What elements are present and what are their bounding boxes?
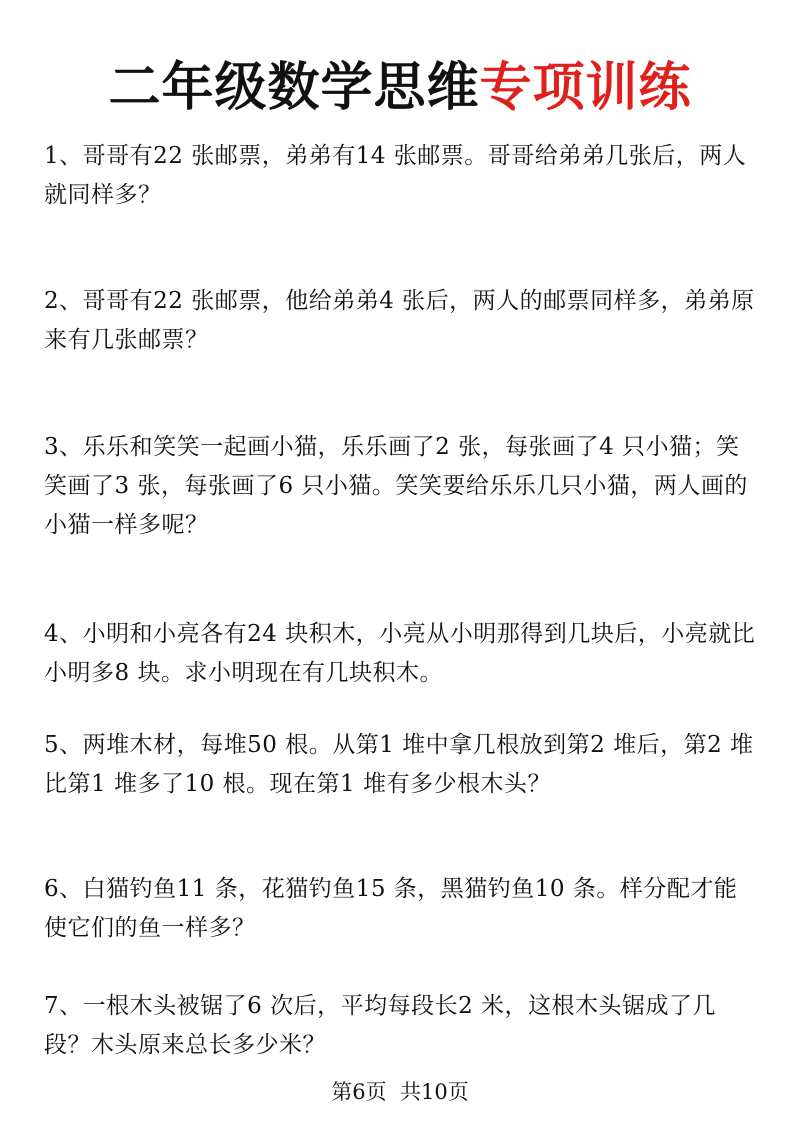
problem-7: 7、一根木头被锯了6 次后，平均每段长2 米，这根木头锯成了几段？木头原来总长多少米？: [44, 993, 717, 1058]
title-highlight-part: 专项训练: [479, 58, 692, 118]
problem-1: 1、哥哥有22 张邮票，弟弟有14 张邮票。哥哥给弟弟几张后，两人就同样多？: [44, 143, 747, 208]
page-number: 第6页 共10页: [331, 1080, 469, 1104]
page-title: [0, 58, 800, 118]
problem-3: 3、乐乐和笑笑一起画小猫，乐乐画了2 张，每张画了4 只小猫；笑笑画了3 张，每张画了6 只小猫。笑笑要给乐乐几只小猫，两人画的小猫一样多呢？: [44, 434, 748, 538]
problem-6: 6、白猫钓鱼11 条，花猫钓鱼15 条，黑猫钓鱼10 条。样分配才能使它们的鱼一样多？: [44, 876, 738, 941]
problem-2: 2、哥哥有22 张邮票，他给弟弟4 张后，两人的邮票同样多，弟弟原来有几张邮票？: [44, 288, 755, 353]
problem-5: 5、两堆木材，每堆50 根。从第1 堆中拿几根放到第2 堆后，第2 堆比第1 堆多了10 根。现在第1 堆有多少根木头？: [44, 732, 754, 797]
title-main-part: 二年级数学思维: [108, 58, 480, 118]
problem-4: 4、小明和小亮各有24 块积木，小亮从小明那得到几块后，小亮就比小明多8 块。求小明现在有几块积木。: [44, 621, 756, 686]
